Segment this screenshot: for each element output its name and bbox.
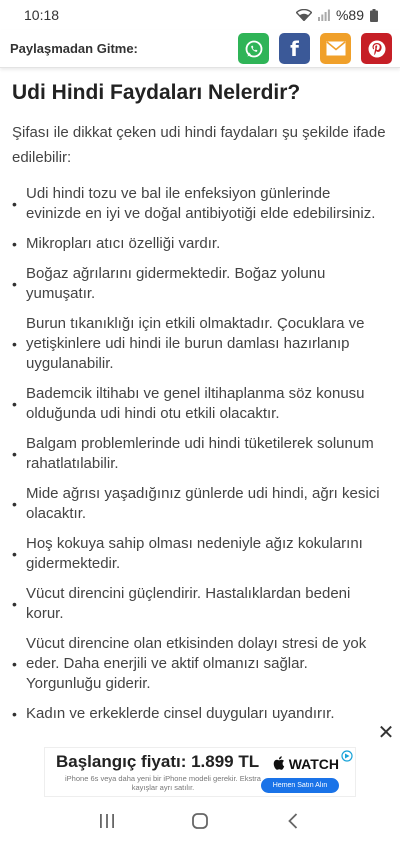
list-item [12,704,386,724]
list-item-text: Burun tıkanıklığı için etkili olmaktadır. Çocuklara ve yetişkinlere udi hindi ile burun damlası hazırlanıp uygulanabilir. [26,315,365,372]
email-share-button[interactable] [320,33,351,64]
close-icon: ✕ [377,721,395,744]
list-item [12,434,386,474]
list-item-text: Vücut direncine olan etkisinden dolayı stresi de yok eder. Daha enerjili ve aktif olmanızı sağlar. Yorgunluğu giderir. [26,635,367,692]
recent-apps-icon [99,813,115,829]
bullet: • [12,196,17,212]
share-label: Paylaşmadan Gitme: [10,41,138,56]
back-button[interactable] [278,806,308,836]
home-button[interactable] [185,806,215,836]
list-item-text: Balgam problemlerinde udi hindi tüketilerek solunum rahatlatılabilir. [26,435,374,472]
ad-cta-button[interactable]: Hemen Satın Alın [261,778,339,793]
list-item [12,314,386,374]
bullet: • [12,596,17,612]
ad-subtitle: iPhone 6s veya daha yeni bir iPhone modeli gerekir. Ekstra kayışlar ayrı satılır. [65,774,261,792]
list-item [12,234,386,254]
ad-brand [273,756,339,772]
bullet: • [12,656,17,672]
list-item [12,384,386,424]
article-title: Udi Hindi Faydaları Nelerdir? [12,81,301,104]
list-item-text: Vücut direncini güçlendirir. Hastalıklardan bedeni korur. [26,585,351,622]
apple-logo-icon [273,756,285,770]
whatsapp-share-button[interactable] [238,33,269,64]
list-item-text: Mikropları atıcı özelliği vardır. [26,235,221,252]
list-item-text: Hoş kokuya sahip olması nedeniyle ağız kokularını gidermektedir. [26,535,363,572]
pinterest-share-button[interactable] [361,33,392,64]
list-item-text: Bademcik iltihabı ve genel iltihaplanma söz konusu olduğunda udi hindi otu etkili olacaktır. [26,385,365,422]
battery-percent: %89 [335,7,364,23]
bullet: • [12,236,17,252]
list-item-text: Udi hindi tozu ve bal ile enfeksiyon günlerinde evinizde en iyi ve doğal antibiyotiği elde edebilirsiniz. [26,185,376,222]
list-item-text: Boğaz ağrılarını gidermektedir. Boğaz yolunu yumuşatır. [26,265,326,302]
home-icon [191,812,209,830]
bullet: • [12,496,17,512]
facebook-share-button[interactable] [279,33,310,64]
status-icons [296,7,378,23]
whatsapp-icon [244,39,264,59]
article-intro: Şifası ile dikkat çeken udi hindi faydaları şu şekilde ifade edilebilir: [12,124,386,166]
bullet: • [12,706,17,722]
benefits-list [12,184,386,724]
list-item [12,184,386,224]
wifi-icon [296,9,312,21]
status-time: 10:18 [24,7,60,23]
adchoices-icon[interactable] [341,750,353,762]
ad-brand-name: WATCH [288,756,339,772]
list-item-text: Mide ağrısı yaşadığınız günlerde udi hindi, ağrı kesici olacaktır. [26,485,380,522]
battery-icon [370,9,378,22]
back-icon [287,812,299,830]
signal-icon [318,9,330,21]
ad-close-button[interactable] [372,718,400,746]
ad-banner[interactable] [44,747,356,797]
list-item [12,484,386,524]
bullet: • [12,546,17,562]
ad-title: Başlangıç fiyatı: 1.899 TL [56,752,260,771]
system-nav-bar [0,797,400,844]
bullet: • [12,336,17,352]
list-item [12,534,386,574]
bullet: • [12,276,17,292]
email-icon [326,41,346,56]
list-item [12,264,386,304]
list-item [12,584,386,624]
recent-apps-button[interactable] [92,806,122,836]
bullet: • [12,396,17,412]
facebook-icon: f [290,36,299,61]
pinterest-icon [367,39,387,59]
article [0,68,400,734]
bullet: • [12,446,17,462]
share-bar [0,30,400,68]
share-buttons [238,33,392,64]
status-bar [0,0,400,30]
list-item [12,634,386,694]
list-item-text: Kadın ve erkeklerde cinsel duyguları uyandırır. [26,705,335,722]
